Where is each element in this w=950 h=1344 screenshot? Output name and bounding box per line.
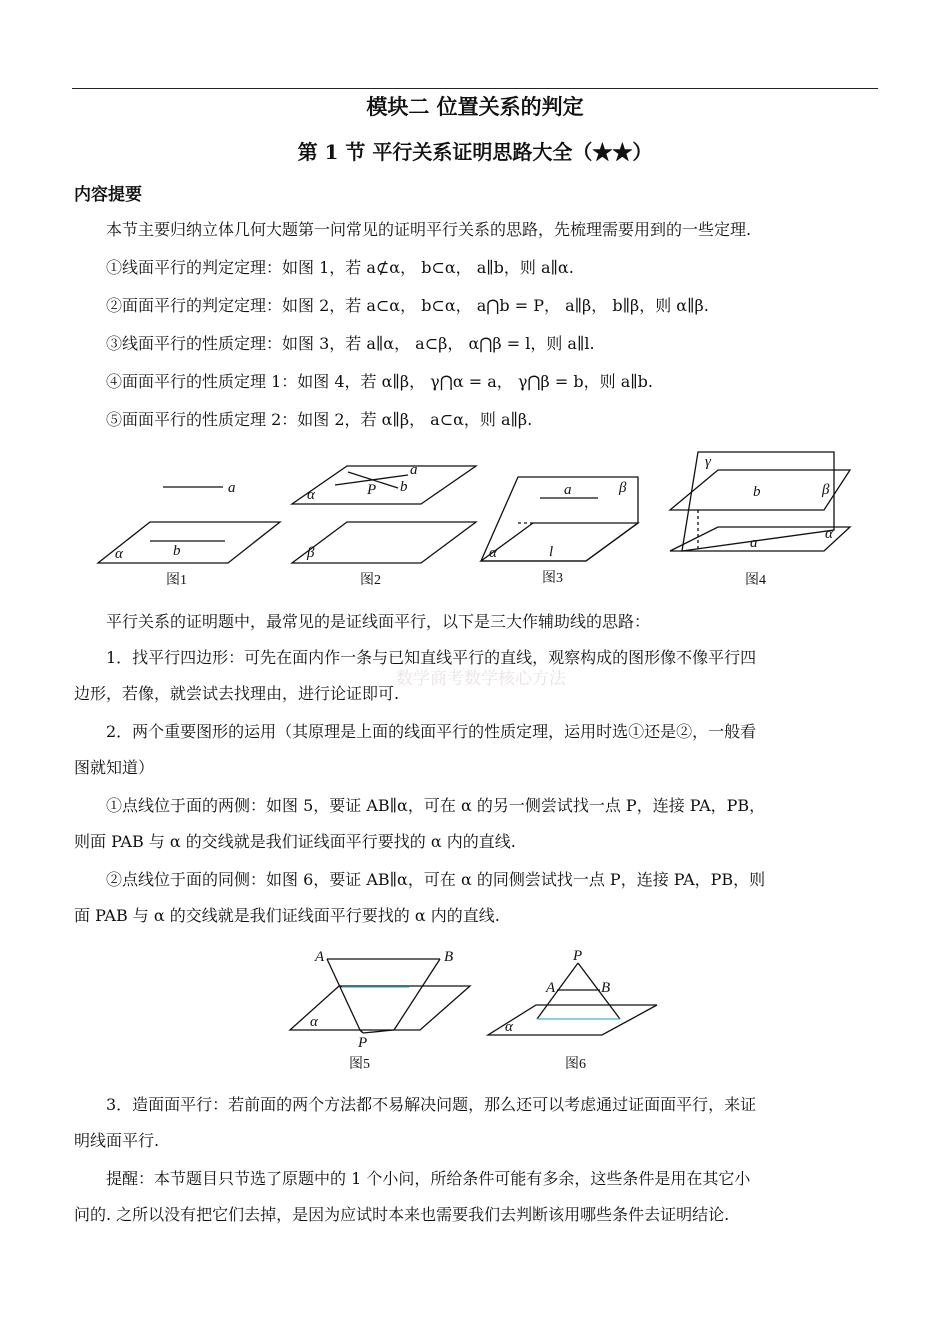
fig3-caption: 图3 xyxy=(542,571,563,586)
body-paragraph-2-line-1: 1．找平行四边形：可先在面内作一条与已知直线平行的直线，观察构成的图形像不像平行四 xyxy=(106,648,757,667)
fig6-label-b: B xyxy=(601,980,611,996)
intro-paragraph: 本节主要归纳立体几何大题第一问常见的证明平行关系的思路，先梳理需要用到的一些定理. xyxy=(106,220,752,239)
fig1-label-alpha: α xyxy=(115,546,123,562)
fig4-label-b: b xyxy=(753,484,761,500)
fig6-plane-alpha xyxy=(488,1005,657,1035)
fig3-label-beta: β xyxy=(619,480,627,496)
fig2-label-alpha: α xyxy=(307,487,315,503)
fig4-label-a: a xyxy=(750,535,758,551)
fig6-caption: 图6 xyxy=(565,1057,586,1072)
fig2-label-a: a xyxy=(410,462,418,478)
theorem-4: ④面面平行的性质定理 1：如图 4，若 α∥β， γ⋂α = a， γ⋂β = b，则 a∥b. xyxy=(106,372,653,391)
section-title: 第 1 节 平行关系证明思路大全（★★） xyxy=(297,140,653,164)
body-paragraph-5-line-2: 面 PAB 与 α 的交线就是我们证线面平行要找的 α 内的直线. xyxy=(74,906,500,925)
body-paragraph-1: 平行关系的证明题中，最常见的是证线面平行，以下是三大作辅助线的思路： xyxy=(106,612,651,631)
fig4-caption: 图4 xyxy=(745,573,766,588)
fig2-label-beta: β xyxy=(307,545,315,561)
fig5-line-pb-visible xyxy=(394,959,440,1030)
fig6-label-a: A xyxy=(546,980,556,996)
fig2-caption: 图2 xyxy=(360,573,381,588)
theorem-3: ③线面平行的性质定理：如图 3，若 a∥α， a⊂β， α⋂β = l，则 a∥l. xyxy=(106,334,595,353)
fig3-label-a: a xyxy=(564,482,572,498)
fig5-label-alpha: α xyxy=(310,1014,318,1030)
fig5-label-p: P xyxy=(358,1035,368,1051)
module-title: 模块二 位置关系的判定 xyxy=(366,94,584,119)
body-paragraph-5-line-1: ②点线位于面的同侧：如图 6，要证 AB∥α，可在 α 的同侧尝试找一点 P，连接 PA，PB，则 xyxy=(106,870,766,889)
fig3-label-alpha: α xyxy=(489,545,497,561)
fig6-label-p: P xyxy=(573,948,583,964)
watermark: 数学商考数学核心方法 xyxy=(396,669,566,689)
body-paragraph-3-line-2: 图就知道） xyxy=(74,758,155,777)
fig5-caption: 图5 xyxy=(349,1057,370,1072)
theorem-2: ②面面平行的判定定理：如图 2，若 a⊂α， b⊂α， a⋂b = P， a∥β， b∥β，则 α∥β. xyxy=(106,296,709,315)
reminder-line-2: 问的. 之所以没有把它们去掉，是因为应试时本来也需要我们去判断该用哪些条件去证明结论. xyxy=(74,1205,730,1224)
fig1-label-a: a xyxy=(228,480,236,496)
theorem-5: ⑤面面平行的性质定理 2：如图 2，若 α∥β， a⊂α，则 a∥β. xyxy=(106,410,533,429)
reminder-line-1: 提醒：本节题目只节选了原题中的 1 个小问，所给条件可能有多余，这些条件是用在其它小 xyxy=(106,1169,751,1188)
fig6-label-alpha: α xyxy=(505,1019,513,1035)
fig3-label-l: l xyxy=(549,544,554,560)
fig2-label-p: P xyxy=(367,482,377,498)
body-paragraph-3-line-1: 2．两个重要图形的运用（其原理是上面的线面平行的性质定理，运用时选①还是②，一般看 xyxy=(106,722,757,741)
fig5-label-a: A xyxy=(315,949,325,965)
fig4-label-alpha: α xyxy=(825,526,833,542)
fig4-label-beta: β xyxy=(822,482,830,498)
content-heading: 内容提要 xyxy=(74,185,142,205)
body-paragraph-4-line-1: ①点线位于面的两侧：如图 5，要证 AB∥α，可在 α 的另一侧尝试找一点 P，连接 PA，PB， xyxy=(106,796,766,815)
fig6-line-pa xyxy=(537,963,578,1019)
fig1-caption: 图1 xyxy=(166,573,187,588)
body-paragraph-2-line-2: 边形，若像，就尝试去找理由，进行论证即可. xyxy=(74,684,400,703)
fig4-label-gamma: γ xyxy=(705,454,711,470)
fig6-line-pb xyxy=(578,963,620,1019)
fig5-line-pa-visible xyxy=(327,959,360,1030)
body-paragraph-4-line-2: 则面 PAB 与 α 的交线就是我们证线面平行要找的 α 内的直线. xyxy=(74,832,516,851)
body-paragraph-6-line-2: 明线面平行. xyxy=(74,1131,160,1150)
body-paragraph-6-line-1: 3．造面面平行：若前面的两个方法都不易解决问题，那么还可以考虑通过证面面平行，来证 xyxy=(106,1095,757,1114)
fig5-label-b: B xyxy=(444,949,454,965)
theorem-1: ①线面平行的判定定理：如图 1，若 a⊄α， b⊂α， a∥b，则 a∥α. xyxy=(106,258,574,277)
fig2-label-b: b xyxy=(400,479,408,495)
fig1-label-b: b xyxy=(173,543,181,559)
